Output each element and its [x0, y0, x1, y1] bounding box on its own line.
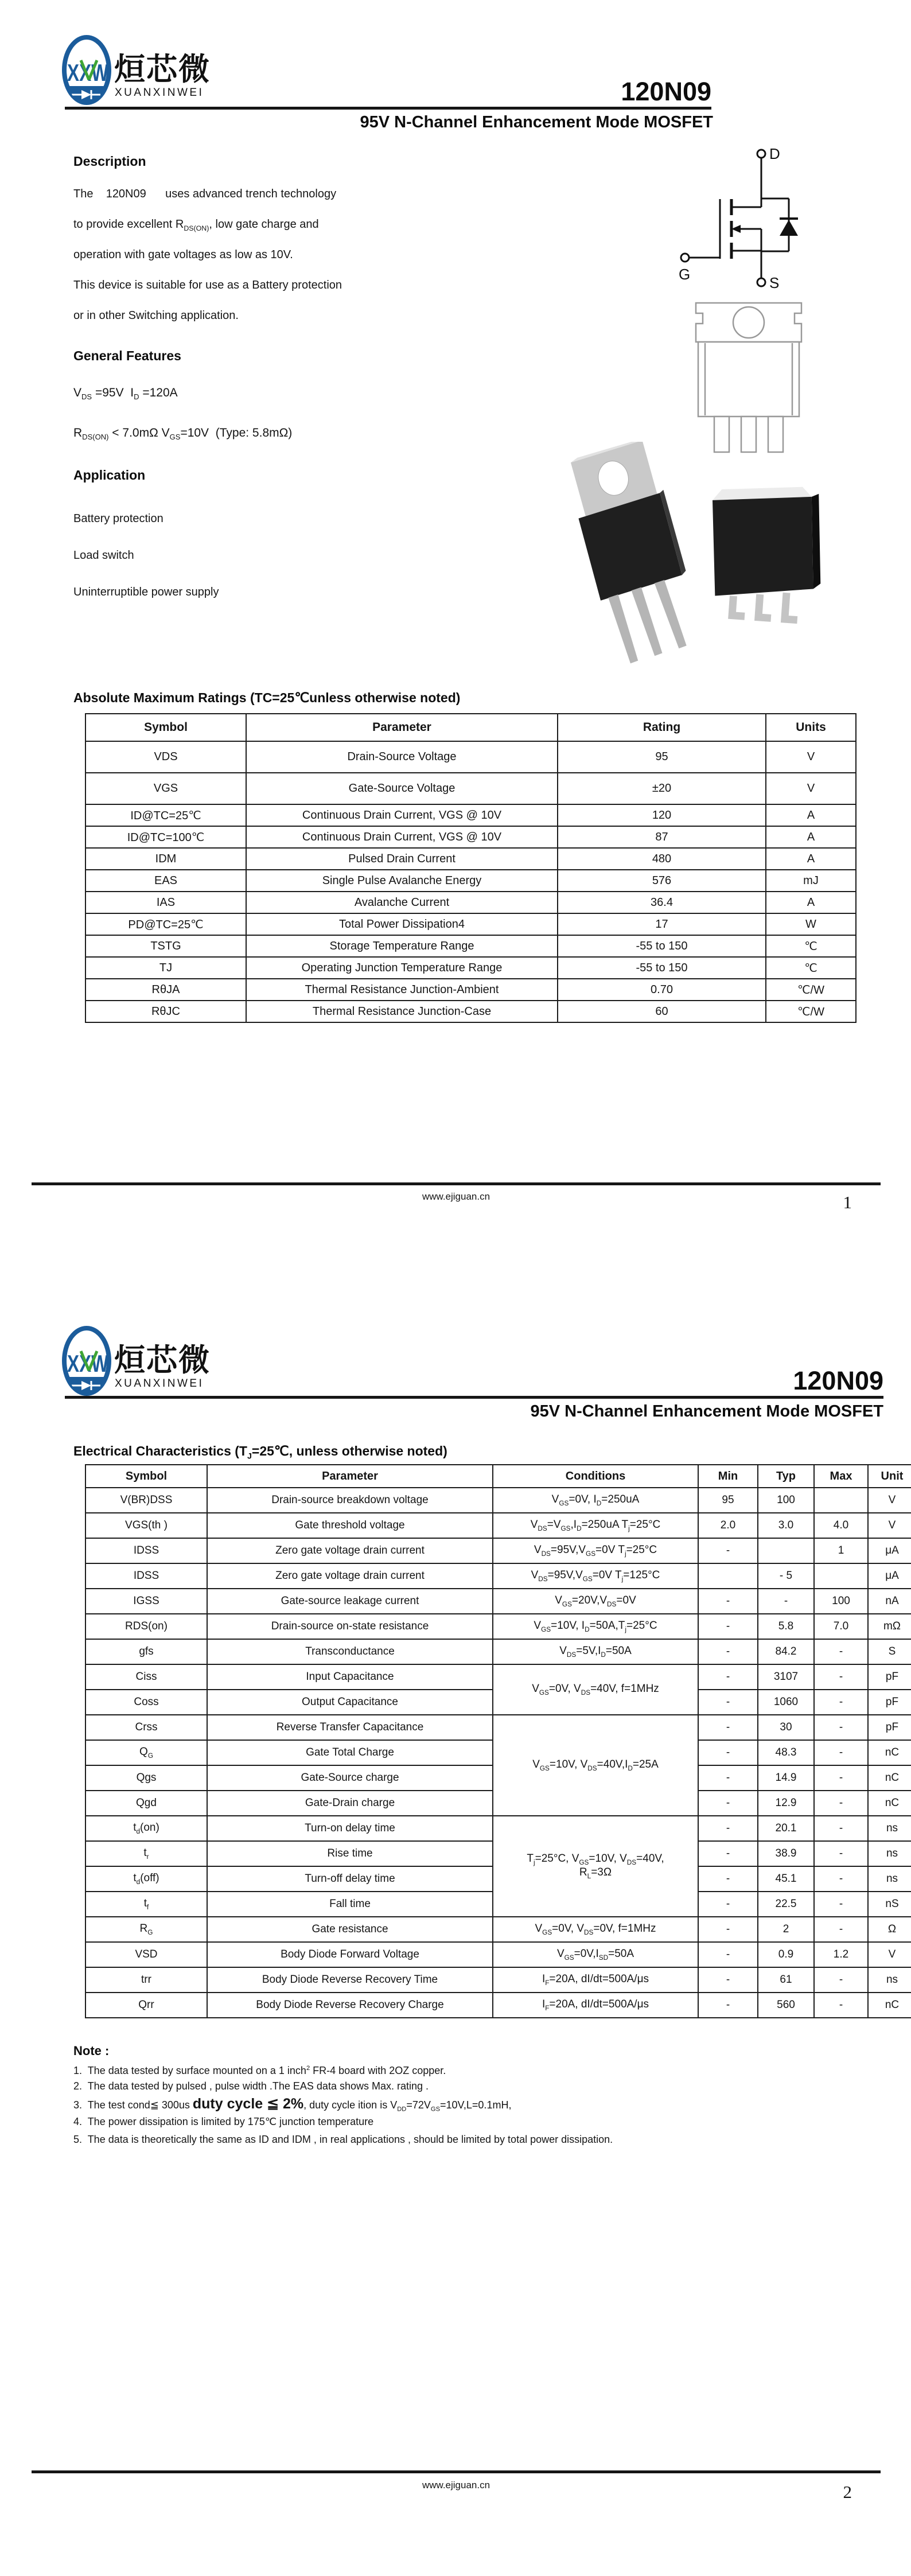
ec-row: [85, 1715, 911, 1740]
note-item: 1. The data tested by surface mounted on a 1 inch$^2$ FR-4 board with 2OZ copper.: [73, 2065, 446, 2076]
ec-max-cell: 7.0: [814, 1614, 868, 1639]
ec-parameter-cell: Transconductance: [207, 1639, 493, 1664]
ec-min-cell: -: [698, 1589, 758, 1614]
ec-unit-cell: nC: [868, 1740, 911, 1765]
ec-typ-cell: 48.3: [758, 1740, 814, 1765]
page-number: 2: [843, 2482, 852, 2502]
abs-header-units: Units: [766, 714, 856, 741]
ec-unit-cell: ns: [868, 1967, 911, 1993]
abs-rating-cell: 120: [558, 804, 766, 826]
abs-parameter-cell: Avalanche Current: [246, 892, 558, 913]
description-line: The 120N09 uses advanced trench technology: [73, 188, 337, 200]
ec-row: [85, 1993, 911, 2018]
abs-row: [85, 741, 856, 773]
description-line: This device is suitable for use as a Battery protection: [73, 279, 342, 291]
ec-min-cell: [698, 1563, 758, 1589]
ec-header-conditions: Conditions: [493, 1465, 698, 1488]
application-heading: Application: [73, 468, 146, 482]
abs-rating-cell: 95: [558, 741, 766, 773]
abs-symbol-cell: IAS: [85, 892, 246, 913]
ec-max-cell: 100: [814, 1589, 868, 1614]
ec-symbol-cell: VSD: [85, 1942, 207, 1967]
abs-parameter-cell: Drain-Source Voltage: [246, 741, 558, 773]
ec-conditions-cell: $V_{DS}=95V,V_{GS}=0V$ $T_j=125^\circ C$: [493, 1563, 698, 1589]
ec-conditions-cell: $T_j=25^\circ C$, $V_{GS}=10V$, $V_{DS}=40V$, $R_L=3\Omega$: [493, 1816, 698, 1917]
footer-rule: [32, 1182, 881, 1185]
footer-url: www.ejiguan.cn: [422, 2480, 490, 2491]
abs-units-cell: ℃/W: [766, 979, 856, 1001]
ec-max-cell: -: [814, 1639, 868, 1664]
ec-unit-cell: ns: [868, 1866, 911, 1892]
ec-parameter-cell: Body Diode Forward Voltage: [207, 1942, 493, 1967]
abs-rating-cell: 36.4: [558, 892, 766, 913]
ec-symbol-cell: $t_d(off)$: [85, 1866, 207, 1892]
ec-parameter-cell: Zero gate voltage drain current: [207, 1563, 493, 1589]
ec-row: [85, 1967, 911, 1993]
abs-rating-cell: 480: [558, 848, 766, 870]
ec-parameter-cell: Body Diode Reverse Recovery Charge: [207, 1993, 493, 2018]
ec-typ-cell: - 5: [758, 1563, 814, 1589]
ec-max-cell: [814, 1563, 868, 1589]
abs-parameter-cell: Operating Junction Temperature Range: [246, 957, 558, 979]
ec-typ-cell: 0.9: [758, 1942, 814, 1967]
abs-parameter-cell: Thermal Resistance Junction-Ambient: [246, 979, 558, 1001]
ec-parameter-cell: Gate Total Charge: [207, 1740, 493, 1765]
brand-logo: [54, 32, 227, 106]
ec-max-cell: 1: [814, 1538, 868, 1563]
ec-parameter-cell: Drain-source breakdown voltage: [207, 1488, 493, 1513]
abs-header-parameter: Parameter: [246, 714, 558, 741]
feature-line: $V_{DS} =95V$ $I_D =120A$: [73, 386, 178, 402]
abs-rating-cell: 576: [558, 870, 766, 892]
ec-unit-cell: nA: [868, 1589, 911, 1614]
note-item: 5. The data is theoretically the same as ID and IDM , in real applications , should be limited by total power dissipation.: [73, 2134, 613, 2145]
note-heading: Note :: [73, 2044, 110, 2058]
ec-unit-cell: ns: [868, 1816, 911, 1841]
abs-rating-cell: -55 to 150: [558, 957, 766, 979]
page-title-part-number: 120N09: [793, 1366, 883, 1395]
ec-min-cell: -: [698, 1892, 758, 1917]
ec-unit-cell: μA: [868, 1563, 911, 1589]
abs-rating-cell: 0.70: [558, 979, 766, 1001]
ec-symbol-cell: $t_f$: [85, 1892, 207, 1917]
page-number: 1: [843, 1192, 852, 1212]
ec-conditions-cell: $V_{GS}=20V,V_{DS}=0V$: [493, 1589, 698, 1614]
abs-units-cell: ℃: [766, 957, 856, 979]
to220-package-photo: [559, 442, 691, 666]
ec-header-typ: Typ: [758, 1465, 814, 1488]
ec-min-cell: -: [698, 1614, 758, 1639]
ec-max-cell: -: [814, 1917, 868, 1942]
ec-min-cell: -: [698, 1538, 758, 1563]
ec-typ-cell: 3.0: [758, 1513, 814, 1538]
ec-conditions-cell: $V_{DS}=95V,V_{GS}=0V$ $T_j=25^\circ C$: [493, 1538, 698, 1563]
abs-units-cell: W: [766, 913, 856, 935]
abs-symbol-cell: TSTG: [85, 935, 246, 957]
note-item: 3. The test cond≦ 300us duty cycle ≦ 2%, duty cycle ition is $V_{DD}=72V_{GS}=10V,L=0.1mH$,: [73, 2096, 512, 2113]
abs-rating-cell: 87: [558, 826, 766, 848]
ec-unit-cell: V: [868, 1942, 911, 1967]
ec-conditions-cell: $V_{GS}=0V$, $V_{DS}=40V$, f=1MHz: [493, 1664, 698, 1715]
d2pak-package-photo: [691, 469, 832, 650]
description-paragraph: [73, 179, 342, 331]
abs-rating-cell: ±20: [558, 773, 766, 804]
general-features-list: [73, 373, 292, 453]
ec-conditions-cell: $I_F=20A$, dI/dt=500A/μs: [493, 1993, 698, 2018]
ec-max-cell: -: [814, 1866, 868, 1892]
abs-header-symbol: Symbol: [85, 714, 246, 741]
ec-parameter-cell: Turn-off delay time: [207, 1866, 493, 1892]
ec-symbol-cell: V(BR)DSS: [85, 1488, 207, 1513]
logo-brand-en: XUANXINWEI: [115, 1378, 204, 1390]
abs-symbol-cell: TJ: [85, 957, 246, 979]
abs-symbol-cell: IDM: [85, 848, 246, 870]
logo-brand-cn: 烜芯微: [114, 52, 211, 87]
abs-symbol-cell: VGS: [85, 773, 246, 804]
abs-header-rating: Rating: [558, 714, 766, 741]
drain-label: D: [769, 145, 780, 162]
ec-header-min: Min: [698, 1465, 758, 1488]
ec-symbol-cell: trr: [85, 1967, 207, 1993]
ec-symbol-cell: Qgs: [85, 1765, 207, 1791]
ec-typ-cell: -: [758, 1589, 814, 1614]
ec-unit-cell: pF: [868, 1715, 911, 1740]
ec-max-cell: -: [814, 1993, 868, 2018]
abs-row: [85, 804, 856, 826]
ec-header-unit: Unit: [868, 1465, 911, 1488]
mosfet-symbol-icon: [674, 145, 812, 297]
ec-conditions-cell: $V_{DS}=V_{GS},I_D=250uA$ $T_j=25^\circ C$: [493, 1513, 698, 1538]
ec-symbol-cell: $t_r$: [85, 1841, 207, 1866]
ec-symbol-cell: Coss: [85, 1690, 207, 1715]
ec-unit-cell: Ω: [868, 1917, 911, 1942]
abs-rating-cell: 60: [558, 1001, 766, 1022]
ec-symbol-cell: IDSS: [85, 1563, 207, 1589]
abs-parameter-cell: Continuous Drain Current, VGS @ 10V: [246, 826, 558, 848]
ec-conditions-cell: $V_{GS}=0V,I_{SD}=50A$: [493, 1942, 698, 1967]
abs-row: [85, 773, 856, 804]
ec-row: [85, 1942, 911, 1967]
ec-max-cell: 4.0: [814, 1513, 868, 1538]
abs-parameter-cell: Storage Temperature Range: [246, 935, 558, 957]
ec-parameter-cell: Rise time: [207, 1841, 493, 1866]
ec-parameter-cell: Gate-Drain charge: [207, 1791, 493, 1816]
note-item: 2. The data tested by pulsed , pulse width .The EAS data shows Max. rating .: [73, 2080, 429, 2092]
ec-symbol-cell: Crss: [85, 1715, 207, 1740]
ec-typ-cell: 45.1: [758, 1866, 814, 1892]
ec-max-cell: -: [814, 1664, 868, 1690]
application-item: Battery protection: [73, 512, 163, 525]
electrical-characteristics-heading: Electrical Characteristics ($T_J=25℃$, unless otherwise noted): [73, 1443, 447, 1461]
ec-parameter-cell: Gate-Source charge: [207, 1765, 493, 1791]
ec-min-cell: -: [698, 1740, 758, 1765]
abs-units-cell: A: [766, 826, 856, 848]
ec-parameter-cell: Turn-on delay time: [207, 1816, 493, 1841]
ec-symbol-cell: Qgd: [85, 1791, 207, 1816]
ec-unit-cell: nC: [868, 1791, 911, 1816]
ec-row: [85, 1513, 911, 1538]
abs-row: [85, 870, 856, 892]
ec-conditions-cell: $I_F=20A$, dI/dt=500A/μs: [493, 1967, 698, 1993]
abs-symbol-cell: PD@TC=25℃: [85, 913, 246, 935]
ec-parameter-cell: Output Capacitance: [207, 1690, 493, 1715]
abs-row: [85, 979, 856, 1001]
ec-symbol-cell: RDS(on): [85, 1614, 207, 1639]
ec-unit-cell: nC: [868, 1993, 911, 2018]
brand-logo: [54, 1322, 227, 1397]
ec-min-cell: -: [698, 1791, 758, 1816]
ec-typ-cell: 30: [758, 1715, 814, 1740]
ec-row: [85, 1614, 911, 1639]
ec-min-cell: -: [698, 1942, 758, 1967]
ec-typ-cell: 22.5: [758, 1892, 814, 1917]
abs-rating-cell: 17: [558, 913, 766, 935]
absolute-maximum-ratings-table: [85, 713, 857, 1023]
description-line: or in other Switching application.: [73, 309, 239, 322]
ec-symbol-cell: VGS(th ): [85, 1513, 207, 1538]
abs-parameter-cell: Gate-Source Voltage: [246, 773, 558, 804]
ec-symbol-cell: gfs: [85, 1639, 207, 1664]
abs-units-cell: ℃: [766, 935, 856, 957]
abs-parameter-cell: Total Power Dissipation4: [246, 913, 558, 935]
ec-symbol-cell: $t_d(on)$: [85, 1816, 207, 1841]
ec-symbol-cell: Ciss: [85, 1664, 207, 1690]
abs-symbol-cell: EAS: [85, 870, 246, 892]
ec-parameter-cell: Fall time: [207, 1892, 493, 1917]
notes-list: [73, 2060, 613, 2149]
abs-row: [85, 1001, 856, 1022]
logo-brand-en: XUANXINWEI: [115, 87, 204, 99]
application-item: Load switch: [73, 549, 134, 562]
ec-symbol-cell: $R_G$: [85, 1917, 207, 1942]
ec-conditions-cell: $V_{GS}=10V$, $V_{DS}=40V,I_D=25A$: [493, 1715, 698, 1816]
ec-parameter-cell: Zero gate voltage drain current: [207, 1538, 493, 1563]
abs-units-cell: A: [766, 892, 856, 913]
abs-row: [85, 913, 856, 935]
footer-url: www.ejiguan.cn: [422, 1191, 490, 1202]
ec-typ-cell: 5.8: [758, 1614, 814, 1639]
ec-min-cell: -: [698, 1664, 758, 1690]
page-subtitle: 95V N-Channel Enhancement Mode MOSFET: [360, 113, 713, 131]
ec-max-cell: -: [814, 1690, 868, 1715]
description-line: to provide excellent $R_{DS(ON)}$, low gate charge and: [73, 218, 319, 232]
ec-min-cell: -: [698, 1639, 758, 1664]
abs-parameter-cell: Thermal Resistance Junction-Case: [246, 1001, 558, 1022]
ec-typ-cell: 20.1: [758, 1816, 814, 1841]
gate-label: G: [679, 266, 691, 283]
ec-header-max: Max: [814, 1465, 868, 1488]
ec-unit-cell: μA: [868, 1538, 911, 1563]
ec-min-cell: -: [698, 1841, 758, 1866]
logo-brand-cn: 烜芯微: [114, 1343, 211, 1378]
ec-row: [85, 1917, 911, 1942]
ec-max-cell: -: [814, 1740, 868, 1765]
abs-units-cell: V: [766, 741, 856, 773]
ec-symbol-cell: IGSS: [85, 1589, 207, 1614]
ec-typ-cell: 61: [758, 1967, 814, 1993]
ec-unit-cell: S: [868, 1639, 911, 1664]
ec-typ-cell: 38.9: [758, 1841, 814, 1866]
ec-symbol-cell: Qrr: [85, 1993, 207, 2018]
application-item: Uninterruptible power supply: [73, 586, 219, 598]
abs-row: [85, 826, 856, 848]
ec-max-cell: -: [814, 1967, 868, 1993]
ec-max-cell: -: [814, 1765, 868, 1791]
ec-conditions-cell: $V_{GS}=10V$, $I_D=50A,T_j=25^\circ C$: [493, 1614, 698, 1639]
ec-conditions-cell: $V_{DS}=5V,I_D=50A$: [493, 1639, 698, 1664]
feature-line: $R_{DS(ON)} < 7.0m\Omega$ $V_{GS}=10V$ (Type: 5.8mΩ): [73, 426, 293, 442]
abs-row: [85, 957, 856, 979]
abs-row: [85, 935, 856, 957]
abs-units-cell: mJ: [766, 870, 856, 892]
ec-unit-cell: pF: [868, 1664, 911, 1690]
ec-conditions-cell: $V_{GS}=0V$, $I_D=250uA$: [493, 1488, 698, 1513]
ec-header-symbol: Symbol: [85, 1465, 207, 1488]
ec-unit-cell: nS: [868, 1892, 911, 1917]
note-item: 4. The power dissipation is limited by 175℃ junction temperature: [73, 2116, 374, 2127]
ec-row: [85, 1816, 911, 1841]
abs-row: [85, 892, 856, 913]
ec-min-cell: -: [698, 1690, 758, 1715]
ec-header-parameter: Parameter: [207, 1465, 493, 1488]
ec-row: [85, 1664, 911, 1690]
ec-typ-cell: 14.9: [758, 1765, 814, 1791]
ec-conditions-cell: $V_{GS}=0V$, $V_{DS}=0V$, f=1MHz: [493, 1917, 698, 1942]
ec-unit-cell: mΩ: [868, 1614, 911, 1639]
ec-parameter-cell: Gate resistance: [207, 1917, 493, 1942]
electrical-characteristics-table: [85, 1464, 911, 2018]
ec-min-cell: -: [698, 1967, 758, 1993]
general-features-heading: General Features: [73, 348, 181, 363]
ec-min-cell: -: [698, 1993, 758, 2018]
ec-typ-cell: 100: [758, 1488, 814, 1513]
abs-parameter-cell: Continuous Drain Current, VGS @ 10V: [246, 804, 558, 826]
ec-row: [85, 1589, 911, 1614]
ec-unit-cell: pF: [868, 1690, 911, 1715]
ec-row: [85, 1563, 911, 1589]
footer-rule: [32, 2470, 881, 2473]
ec-min-cell: -: [698, 1765, 758, 1791]
ec-min-cell: -: [698, 1917, 758, 1942]
ec-parameter-cell: Gate threshold voltage: [207, 1513, 493, 1538]
source-label: S: [769, 274, 780, 291]
abs-units-cell: V: [766, 773, 856, 804]
ec-typ-cell: 560: [758, 1993, 814, 2018]
abs-units-cell: A: [766, 804, 856, 826]
ec-parameter-cell: Input Capacitance: [207, 1664, 493, 1690]
abs-symbol-cell: ID@TC=25℃: [85, 804, 246, 826]
ec-unit-cell: nC: [868, 1765, 911, 1791]
ec-symbol-cell: $Q_G$: [85, 1740, 207, 1765]
abs-units-cell: ℃/W: [766, 1001, 856, 1022]
application-list: [73, 500, 219, 610]
abs-symbol-cell: ID@TC=100℃: [85, 826, 246, 848]
ec-max-cell: -: [814, 1841, 868, 1866]
abs-row: [85, 848, 856, 870]
page-title-part-number: 120N09: [621, 77, 711, 106]
ec-parameter-cell: Reverse Transfer Capacitance: [207, 1715, 493, 1740]
ec-row: [85, 1639, 911, 1664]
description-line: operation with gate voltages as low as 10V.: [73, 248, 293, 261]
ec-typ-cell: 1060: [758, 1690, 814, 1715]
ec-min-cell: 2.0: [698, 1513, 758, 1538]
ec-unit-cell: V: [868, 1513, 911, 1538]
abs-symbol-cell: VDS: [85, 741, 246, 773]
logo-abbr: XXW: [67, 1350, 109, 1377]
ec-unit-cell: ns: [868, 1841, 911, 1866]
ec-unit-cell: V: [868, 1488, 911, 1513]
abs-units-cell: A: [766, 848, 856, 870]
logo-abbr: XXW: [67, 59, 109, 86]
ec-row: [85, 1538, 911, 1563]
description-heading: Description: [73, 154, 146, 169]
ec-typ-cell: 84.2: [758, 1639, 814, 1664]
abs-symbol-cell: RθJA: [85, 979, 246, 1001]
ec-min-cell: -: [698, 1866, 758, 1892]
ec-parameter-cell: Body Diode Reverse Recovery Time: [207, 1967, 493, 1993]
header-rule: [65, 1396, 883, 1399]
ec-min-cell: -: [698, 1715, 758, 1740]
abs-rating-cell: -55 to 150: [558, 935, 766, 957]
ec-typ-cell: 12.9: [758, 1791, 814, 1816]
ec-min-cell: 95: [698, 1488, 758, 1513]
ec-max-cell: 1.2: [814, 1942, 868, 1967]
package-outline-drawing: [691, 297, 806, 457]
abs-parameter-cell: Pulsed Drain Current: [246, 848, 558, 870]
ec-typ-cell: [758, 1538, 814, 1563]
ec-parameter-cell: Drain-source on-state resistance: [207, 1614, 493, 1639]
ec-row: [85, 1488, 911, 1513]
ec-max-cell: -: [814, 1816, 868, 1841]
ec-typ-cell: 2: [758, 1917, 814, 1942]
abs-parameter-cell: Single Pulse Avalanche Energy: [246, 870, 558, 892]
ec-symbol-cell: IDSS: [85, 1538, 207, 1563]
ec-typ-cell: 3107: [758, 1664, 814, 1690]
ec-max-cell: [814, 1488, 868, 1513]
page-subtitle: 95V N-Channel Enhancement Mode MOSFET: [530, 1402, 883, 1421]
header-rule: [65, 107, 711, 110]
ec-max-cell: -: [814, 1892, 868, 1917]
abs-max-heading: Absolute Maximum Ratings (TC=25℃unless otherwise noted): [73, 690, 461, 705]
ec-max-cell: -: [814, 1791, 868, 1816]
ec-min-cell: -: [698, 1816, 758, 1841]
ec-max-cell: -: [814, 1715, 868, 1740]
abs-symbol-cell: RθJC: [85, 1001, 246, 1022]
ec-parameter-cell: Gate-source leakage current: [207, 1589, 493, 1614]
